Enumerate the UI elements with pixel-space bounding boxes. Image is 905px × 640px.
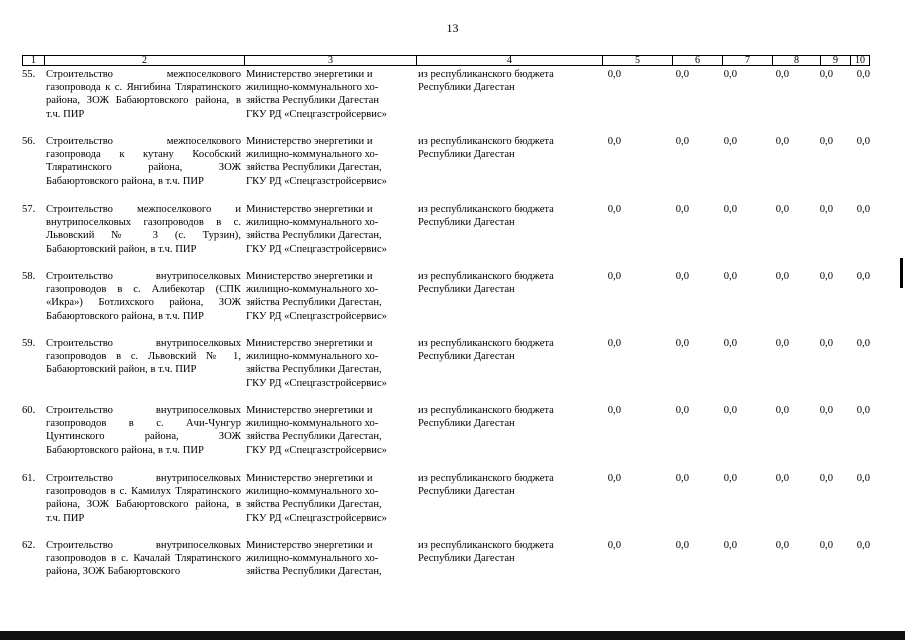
value-col-6: 0,0	[675, 338, 689, 349]
ministry-line: жилищно-коммунального хо-	[246, 486, 379, 498]
ministry-line: зяйства Республики Дагестан,	[246, 364, 382, 376]
agency-name: ГКУ РД «Спецгазстройсервис»	[246, 377, 387, 389]
project-name: Строительство внутрипоселковых газопроводов в с. Ачи-Чунгур Цунтинского района, ЗОЖ Бабаюртовского района, в т.ч. ПИР	[46, 405, 241, 456]
row-number: 60.	[22, 405, 36, 416]
ministry-line: жилищно-коммунального хо-	[246, 284, 379, 296]
funding-source: из республиканского бюджета Республики Дагестан	[418, 405, 554, 430]
ministry-line: зяйства Республики Дагестан,	[246, 499, 382, 511]
value-col-8: 0,0	[775, 271, 789, 282]
value-col-5: 0,0	[607, 204, 621, 215]
scan-edge-mark	[900, 258, 903, 288]
value-col-10: 0,0	[856, 405, 870, 416]
page-number: 13	[446, 21, 459, 35]
ministry-line: зяйства Республики Дагестан,	[246, 297, 382, 309]
ministry-line: жилищно-коммунального хо-	[246, 149, 379, 161]
responsible-executor	[246, 404, 411, 457]
row-number: 55.	[22, 69, 36, 80]
value-col-9: 0,0	[819, 136, 833, 147]
value-col-8: 0,0	[775, 204, 789, 215]
value-col-6: 0,0	[675, 473, 689, 484]
ministry-line: жилищно-коммунального хо-	[246, 351, 379, 363]
value-col-6: 0,0	[675, 136, 689, 147]
ministry-line: жилищно-коммунального хо-	[246, 82, 379, 94]
ministry-line: Министерство энергетики и	[246, 136, 373, 147]
value-col-10: 0,0	[856, 136, 870, 147]
value-col-7: 0,0	[723, 204, 737, 215]
table-header-row	[22, 55, 870, 66]
value-col-8: 0,0	[775, 540, 789, 551]
value-col-10: 0,0	[856, 69, 870, 80]
ministry-line: Министерство энергетики и	[246, 473, 373, 484]
value-col-7: 0,0	[723, 405, 737, 416]
agency-name: ГКУ РД «Спецгазстройсервис»	[246, 444, 387, 456]
funding-source: из республиканского бюджета Республики Дагестан	[418, 473, 554, 498]
value-col-9: 0,0	[819, 540, 833, 551]
funding-source: из республиканского бюджета Республики Дагестан	[418, 271, 554, 296]
value-col-5: 0,0	[607, 69, 621, 80]
responsible-executor	[246, 68, 411, 121]
value-col-6: 0,0	[675, 69, 689, 80]
ministry-line: Министерство энергетики и	[246, 405, 373, 416]
value-col-8: 0,0	[775, 405, 789, 416]
column-header-5: 5	[603, 56, 673, 65]
value-col-6: 0,0	[675, 540, 689, 551]
responsible-executor	[246, 203, 411, 256]
ministry-line: зяйства Республики Дагестан	[246, 95, 379, 107]
column-header-8: 8	[773, 56, 821, 65]
agency-name: ГКУ РД «Спецгазстройсервис»	[246, 310, 387, 322]
value-col-6: 0,0	[675, 405, 689, 416]
column-header-1: 1	[23, 56, 45, 65]
ministry-line: жилищно-коммунального хо-	[246, 553, 379, 565]
ministry-line: Министерство энергетики и	[246, 69, 373, 80]
value-col-7: 0,0	[723, 271, 737, 282]
value-col-5: 0,0	[607, 540, 621, 551]
ministry-line: жилищно-коммунального хо-	[246, 217, 379, 229]
project-name: Строительство внутрипоселковых газопроводов в с. Алибекотар (СПК «Икра») Ботлихского района, ЗОЖ Бабаюртовского района, в т.ч. ПИР	[46, 271, 241, 322]
column-header-10: 10	[855, 55, 865, 66]
funding-source: из республиканского бюджета Республики Дагестан	[418, 136, 554, 161]
row-number: 62.	[22, 540, 36, 551]
column-header-2: 2	[45, 56, 245, 65]
value-col-6: 0,0	[675, 271, 689, 282]
funding-source: из республиканского бюджета Республики Дагестан	[418, 540, 554, 565]
agency-name: ГКУ РД «Спецгазстройсервис»	[246, 108, 387, 120]
project-name: Строительство межпоселкового газопровода к кутану Кособский Тляратинского района, ЗОЖ Бабаюртовского района, в т.ч. ПИР	[46, 136, 241, 187]
value-col-9: 0,0	[819, 405, 833, 416]
responsible-executor	[246, 337, 411, 390]
column-header-3: 3	[245, 56, 417, 65]
value-col-5: 0,0	[607, 271, 621, 282]
value-col-8: 0,0	[775, 136, 789, 147]
funding-source: из республиканского бюджета Республики Дагестан	[418, 338, 554, 363]
project-name: Строительство внутрипоселковых газопроводов в с. Камилух Тляратинского района, ЗОЖ Бабаюртовского района, в т.ч. ПИР	[46, 473, 241, 524]
row-number: 57.	[22, 204, 36, 215]
column-header-7: 7	[723, 56, 773, 65]
agency-name: ГКУ РД «Спецгазстройсервис»	[246, 512, 387, 524]
value-col-9: 0,0	[819, 69, 833, 80]
value-col-10: 0,0	[856, 338, 870, 349]
value-col-10: 0,0	[856, 540, 870, 551]
value-col-5: 0,0	[607, 136, 621, 147]
value-col-9: 0,0	[819, 271, 833, 282]
ministry-line: Министерство энергетики и	[246, 204, 373, 215]
project-name: Строительство внутрипоселковых газопроводов в с. Львовский № 1, Бабаюртовский район, в т.ч. ПИР	[46, 338, 241, 376]
ministry-line: зяйства Республики Дагестан,	[246, 431, 382, 443]
value-col-7: 0,0	[723, 69, 737, 80]
row-number: 56.	[22, 136, 36, 147]
project-name: Строительство внутрипоселковых газопроводов в с. Качалай Тляратинского района, ЗОЖ Бабаюртовского	[46, 540, 241, 578]
value-col-10: 0,0	[856, 204, 870, 215]
ministry-line: зяйства Республики Дагестан,	[246, 162, 382, 174]
value-col-10: 0,0	[856, 473, 870, 484]
value-col-7: 0,0	[723, 136, 737, 147]
project-name: Строительство межпоселкового газопровода к с. Янгибина Тляратинского района, ЗОЖ Бабаюртовского района, в т.ч. ПИР	[46, 69, 241, 120]
column-header-4: 4	[417, 56, 603, 65]
funding-source: из республиканского бюджета Республики Дагестан	[418, 69, 554, 94]
value-col-8: 0,0	[775, 473, 789, 484]
row-number: 58.	[22, 271, 36, 282]
agency-name: ГКУ РД «Спецгазстройсервис»	[246, 175, 387, 187]
value-col-7: 0,0	[723, 338, 737, 349]
ministry-line: зяйства Республики Дагестан,	[246, 230, 382, 242]
value-col-8: 0,0	[775, 69, 789, 80]
column-header-6: 6	[673, 56, 723, 65]
value-col-9: 0,0	[819, 204, 833, 215]
column-header-9: 9	[821, 56, 851, 65]
ministry-line: Министерство энергетики и	[246, 540, 373, 551]
row-number: 59.	[22, 338, 36, 349]
value-col-9: 0,0	[819, 473, 833, 484]
responsible-executor	[246, 472, 411, 525]
ministry-line: зяйства Республики Дагестан,	[246, 566, 382, 578]
value-col-5: 0,0	[607, 338, 621, 349]
ministry-line: Министерство энергетики и	[246, 271, 373, 282]
funding-source: из республиканского бюджета Республики Дагестан	[418, 204, 554, 229]
responsible-executor	[246, 539, 411, 579]
responsible-executor	[246, 135, 411, 188]
value-col-5: 0,0	[607, 405, 621, 416]
value-col-6: 0,0	[675, 204, 689, 215]
project-name: Строительство межпоселкового и внутрипоселковых газопроводов в с. Львовский № 3 (с. Турзин), Бабаюртовский район, в т.ч. ПИР	[46, 204, 241, 255]
ministry-line: жилищно-коммунального хо-	[246, 418, 379, 430]
value-col-10: 0,0	[856, 271, 870, 282]
row-number: 61.	[22, 473, 36, 484]
scan-bottom-edge	[0, 631, 905, 640]
value-col-7: 0,0	[723, 473, 737, 484]
ministry-line: Министерство энергетики и	[246, 338, 373, 349]
value-col-8: 0,0	[775, 338, 789, 349]
value-col-5: 0,0	[607, 473, 621, 484]
value-col-9: 0,0	[819, 338, 833, 349]
responsible-executor	[246, 270, 411, 323]
value-col-7: 0,0	[723, 540, 737, 551]
agency-name: ГКУ РД «Спецгазстройсервис»	[246, 243, 387, 255]
